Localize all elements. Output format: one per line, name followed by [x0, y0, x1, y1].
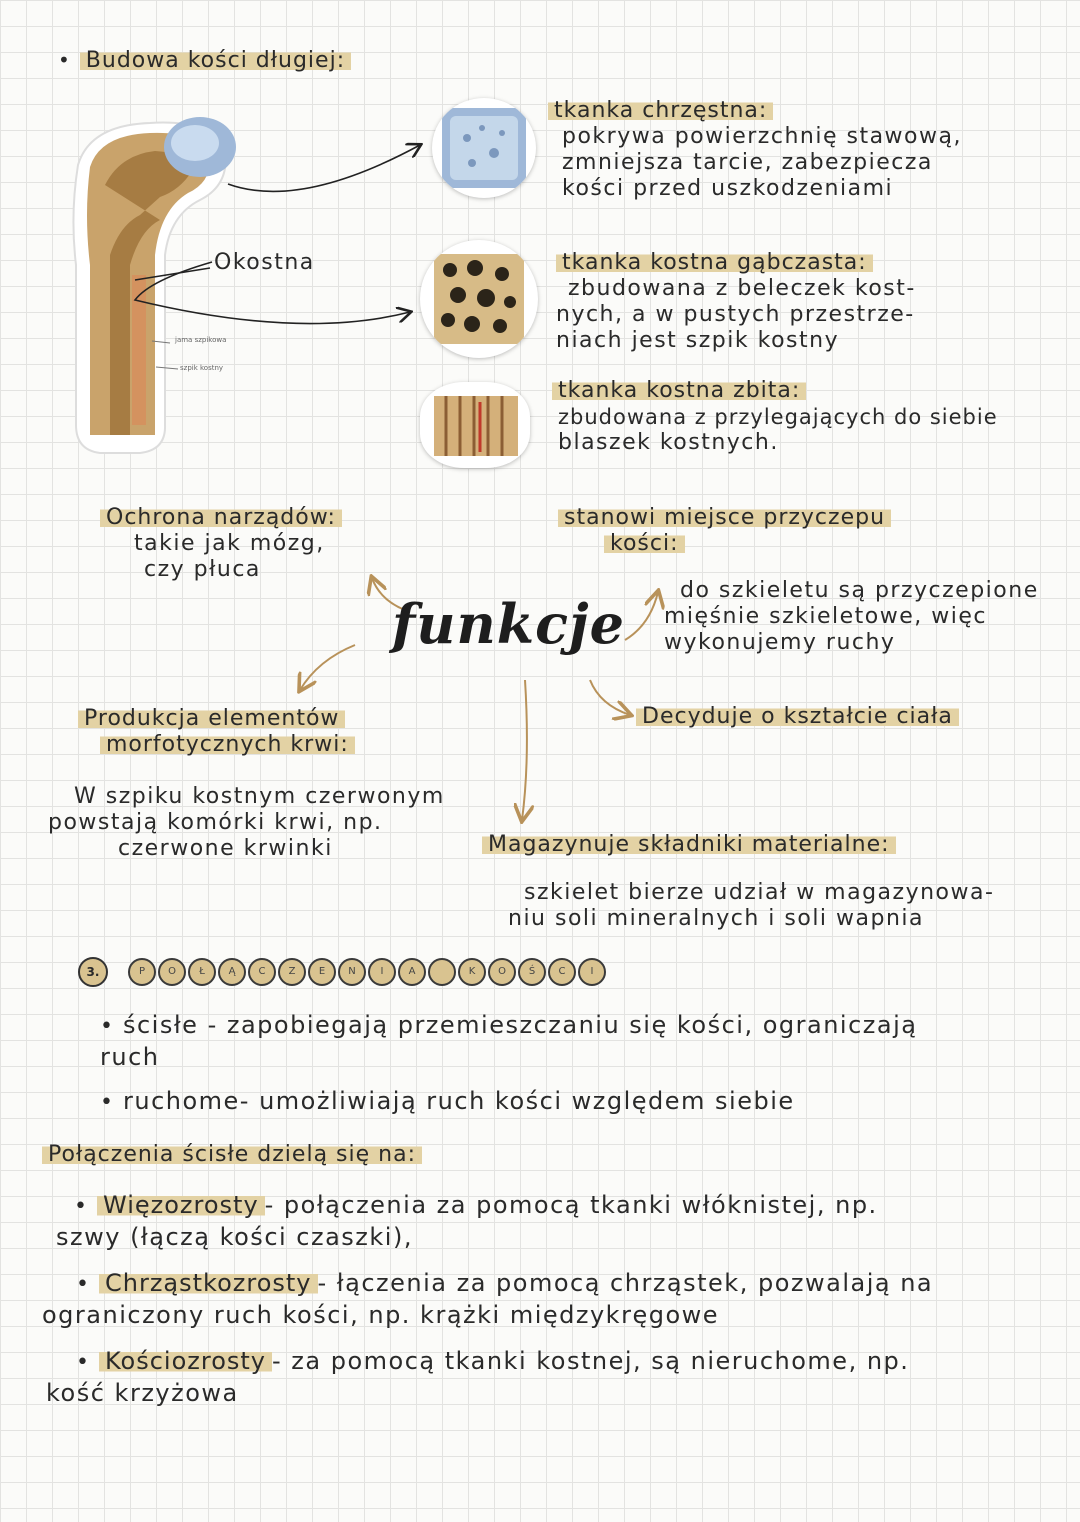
type-chrzastkozrosty: • Chrząstkozrosty - łączenia za pomocą chrząstek, pozwalają na ograniczony ruch kości, np. krążki międzykręgowe	[42, 1268, 1062, 1330]
function-title: Produkcja elementów	[78, 706, 345, 731]
function-title: Magazynuje składniki materialne:	[482, 832, 896, 857]
cartilage-tissue-image	[432, 98, 536, 198]
tissue-line: zmniejsza tarcie, zabezpiecza	[562, 150, 933, 175]
function-ochrona	[100, 505, 342, 583]
bullet-scisle: • ścisłe - zapobiegają przemieszczaniu się kości, ograniczają ruch	[100, 1010, 1060, 1072]
type-wiezozrosty: • Więzozrosty - połączenia za pomocą tkanki włóknistej, np. szwy (łączą kości czaszki),	[56, 1190, 1056, 1252]
title-bead: I	[578, 958, 606, 986]
bullet-text: - zapobiegają przemieszczaniu się kości, ograniczają	[198, 1011, 918, 1039]
title-bead	[428, 958, 456, 986]
type-term: Więzozrosty	[97, 1191, 265, 1219]
page-heading: • Budowa kości długiej:	[58, 47, 351, 74]
bullet-cont: ruch	[100, 1043, 160, 1071]
title-bead: I	[368, 958, 396, 986]
bullet-text: - umożliwiają ruch kości względem siebie	[239, 1087, 795, 1115]
type-text: - połączenia za pomocą tkanki włóknistej, np.	[264, 1191, 878, 1219]
title-bead: P	[128, 958, 156, 986]
tissue-line: zbudowana z przylegających do siebie	[558, 405, 998, 429]
function-title: kości:	[604, 531, 685, 556]
spongy-bone-image	[420, 240, 538, 358]
function-line: mięśnie szkieletowe, więc	[664, 604, 988, 629]
title-bead: Ł	[188, 958, 216, 986]
title-bead: C	[548, 958, 576, 986]
function-ksztalt	[636, 704, 959, 730]
title-bead: C	[248, 958, 276, 986]
function-line: powstają komórki krwi, np.	[48, 810, 383, 835]
function-title: morfotycznych krwi:	[100, 732, 355, 757]
title-bead: K	[458, 958, 486, 986]
section-title-beads	[128, 958, 606, 986]
function-line: szkielet bierze udział w magazynowa-	[524, 880, 995, 905]
bullet-term: ścisłe	[122, 1011, 199, 1039]
tissue-spongy	[556, 250, 916, 354]
function-magazyn	[482, 832, 896, 858]
heading-text: Budowa kości długiej:	[80, 48, 351, 73]
type-cont: ograniczony ruch kości, np. krążki międzykręgowe	[42, 1301, 720, 1329]
title-bead: O	[158, 958, 186, 986]
tissue-line: pokrywa powierzchnię stawową,	[562, 124, 962, 149]
title-bead: N	[338, 958, 366, 986]
compact-bone-image	[420, 382, 530, 468]
title-bead: A	[398, 958, 426, 986]
function-line: takie jak mózg,	[134, 531, 325, 556]
section3-header	[78, 957, 606, 987]
function-line: do szkieletu są przyczepione	[680, 578, 1039, 603]
tissue-title: tkanka kostna zbita:	[552, 378, 806, 403]
function-line: czerwone krwinki	[118, 836, 333, 861]
tissue-line: niach jest szpik kostny	[556, 328, 840, 353]
tissue-line: kości przed uszkodzeniami	[562, 176, 894, 201]
type-text: - za pomocą tkanki kostnej, są nieruchome, np.	[272, 1347, 910, 1375]
type-kosciozrosty: • Kościozrosty - za pomocą tkanki kostnej, są nieruchome, np. kość krzyżowa	[46, 1346, 1056, 1408]
center-word-funkcje: funkcje	[392, 592, 625, 656]
function-magazyn-desc	[508, 880, 994, 932]
title-bead: O	[488, 958, 516, 986]
function-przyczep	[558, 505, 891, 557]
type-cont: szwy (łączą kości czaszki),	[56, 1223, 413, 1251]
function-produkcja	[78, 706, 355, 758]
title-bead: Ś	[518, 958, 546, 986]
function-line: wykonujemy ruchy	[664, 630, 896, 655]
tissue-line: blaszek kostnych.	[558, 430, 779, 455]
tissue-title: tkanka chrzęstna:	[548, 98, 773, 123]
tissue-cartilage	[548, 98, 962, 202]
section-number: 3.	[78, 957, 108, 987]
type-term: Kościozrosty	[99, 1347, 272, 1375]
label-okostna: Okostna	[214, 250, 315, 275]
tissue-line: zbudowana z beleczek kost-	[568, 276, 916, 301]
title-bead: Z	[278, 958, 306, 986]
type-term: Chrząstkozrosty	[99, 1269, 318, 1297]
label-jama: jama szpikowa	[175, 336, 227, 344]
function-title: Ochrona narządów:	[100, 505, 342, 530]
title-bead: Ą	[218, 958, 246, 986]
type-text: - łączenia za pomocą chrząstek, pozwalają na	[317, 1269, 934, 1297]
function-produkcja-desc	[48, 784, 445, 862]
title-bead: E	[308, 958, 336, 986]
tissue-title: tkanka kostna gąbczasta:	[556, 250, 873, 275]
subheading	[42, 1142, 422, 1168]
function-line: czy płuca	[144, 557, 261, 582]
bullet-term: ruchome	[122, 1087, 240, 1115]
subheading-text: Połączenia ścisłe dzielą się na:	[42, 1142, 422, 1167]
bullet-ruchome: • ruchome- umożliwiają ruch kości względem siebie	[100, 1087, 795, 1115]
tissue-line: nych, a w pustych przestrze-	[556, 302, 915, 327]
label-szpik: szpik kostny	[180, 364, 224, 372]
function-title: stanowi miejsce przyczepu	[558, 505, 891, 530]
function-line: niu soli mineralnych i soli wapnia	[508, 906, 925, 931]
function-title: Decyduje o kształcie ciała	[636, 704, 959, 729]
tissue-compact	[552, 378, 998, 456]
function-przyczep-desc	[664, 578, 1039, 656]
type-cont: kość krzyżowa	[46, 1379, 239, 1407]
function-line: W szpiku kostnym czerwonym	[74, 784, 445, 809]
